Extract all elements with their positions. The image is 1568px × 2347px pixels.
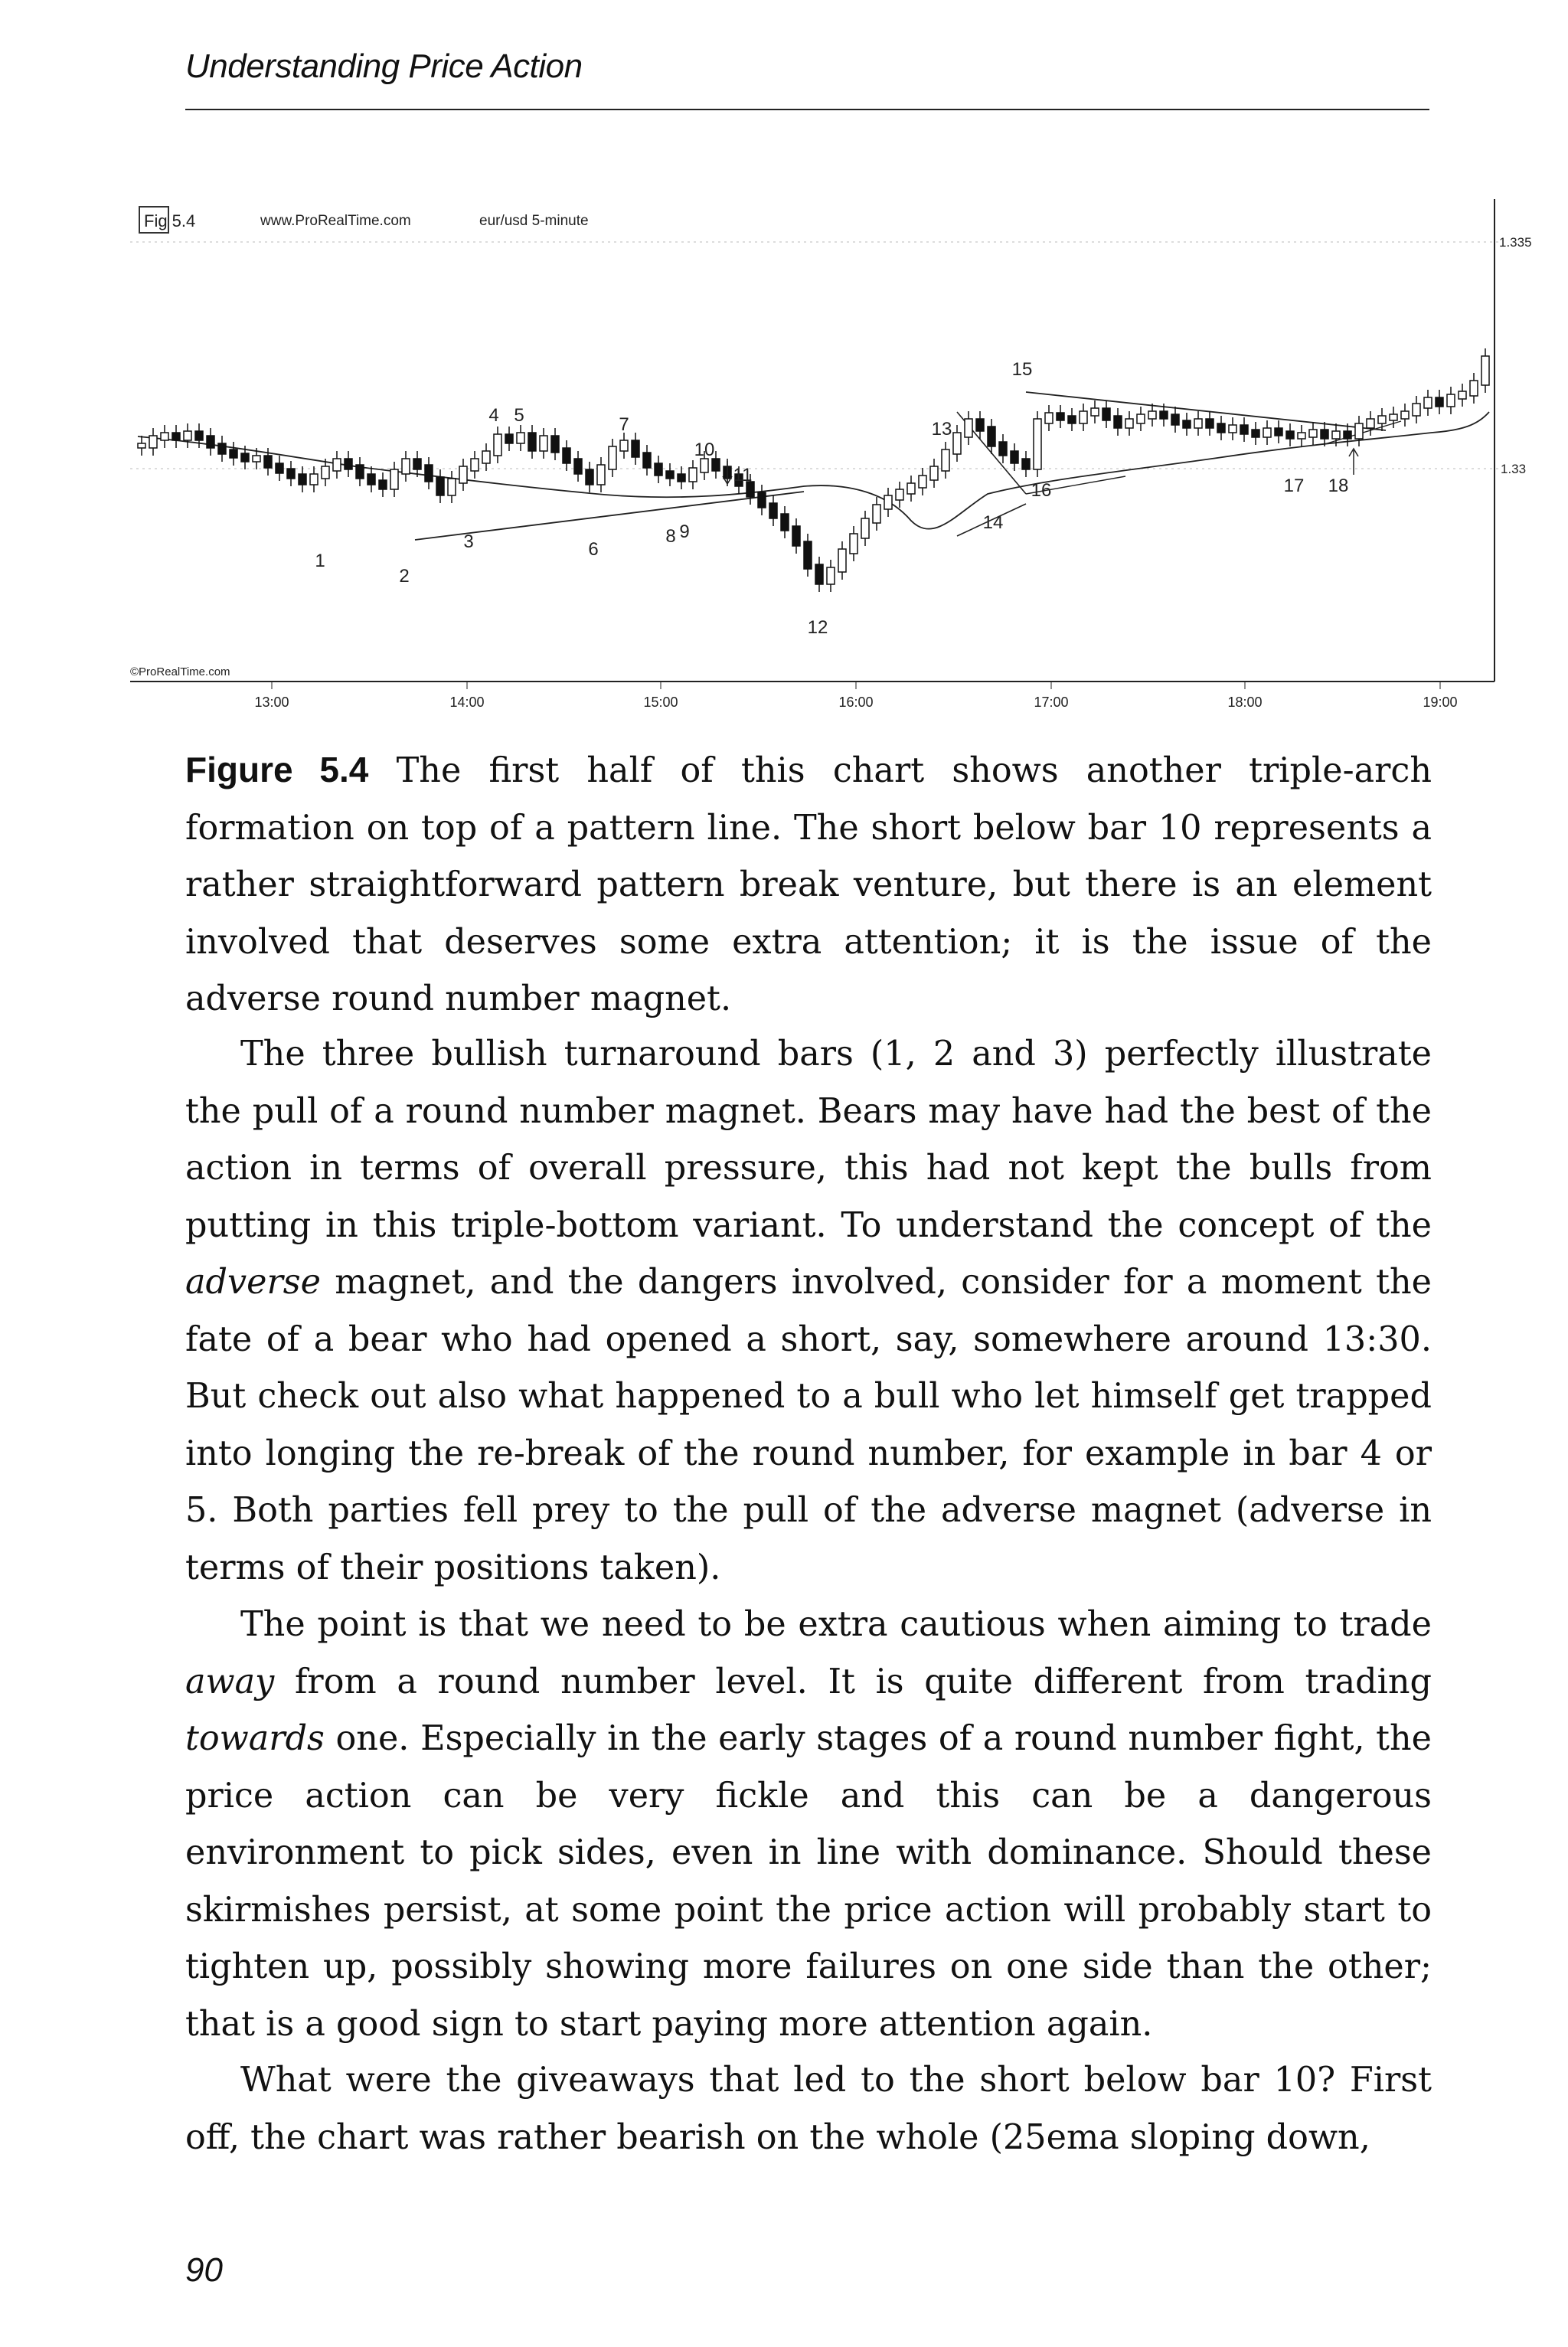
candle-body-bullish bbox=[1125, 419, 1133, 428]
time-label-1800: 18:00 bbox=[1227, 695, 1263, 710]
candle-body-bearish bbox=[1286, 431, 1294, 439]
candle-body-bullish bbox=[402, 459, 410, 474]
candle-body-bullish bbox=[494, 434, 501, 456]
time-label-1600: 16:00 bbox=[838, 695, 874, 710]
paragraph-2-emphasis-towards: towards bbox=[185, 1719, 325, 1758]
paragraph-1 bbox=[185, 1026, 1432, 1597]
candle-body-bullish bbox=[540, 436, 547, 451]
candle-body-bearish bbox=[425, 465, 433, 482]
candlestick-chart bbox=[130, 191, 1532, 712]
bar-label-11: 11 bbox=[733, 465, 753, 485]
candle-body-bearish bbox=[804, 541, 812, 569]
candle-body-bearish bbox=[551, 436, 559, 453]
figure-caption-label: Figure 5.4 bbox=[185, 750, 369, 789]
candle-body-bullish bbox=[1470, 381, 1478, 396]
candle-body-bearish bbox=[988, 427, 995, 446]
candle-body-bearish bbox=[379, 480, 387, 489]
candle-body-bearish bbox=[1240, 425, 1248, 434]
candle-body-bearish bbox=[1321, 430, 1328, 439]
bar-label-6: 6 bbox=[588, 539, 599, 560]
price-label-133: 1.33 bbox=[1501, 462, 1527, 476]
fig-box-label: Fig 5.4 bbox=[144, 211, 196, 230]
time-label-1700: 17:00 bbox=[1034, 695, 1069, 710]
candle-body-bearish bbox=[678, 474, 685, 482]
candle-body-bullish bbox=[884, 495, 892, 509]
paragraph-2 bbox=[185, 1597, 1432, 2053]
candle-body-bullish bbox=[1263, 428, 1271, 437]
candle-body-bullish bbox=[689, 468, 697, 482]
running-head: Understanding Price Action bbox=[185, 47, 583, 85]
candle-body-bearish bbox=[528, 433, 536, 451]
candle-body-bullish bbox=[620, 440, 628, 451]
paragraph-2-text-a: The point is that we need to be extra cautious when aiming to trade bbox=[240, 1605, 1432, 1644]
candle-body-bullish bbox=[609, 446, 616, 469]
candle-body-bearish bbox=[781, 514, 789, 531]
candle-body-bullish bbox=[161, 433, 168, 440]
candle-body-bullish bbox=[1401, 411, 1409, 419]
bar-label-9: 9 bbox=[679, 521, 690, 542]
bar-label-4: 4 bbox=[488, 405, 499, 426]
candle-body-bullish bbox=[965, 419, 972, 437]
chart-instrument: eur/usd 5-minute bbox=[479, 213, 589, 229]
time-label-1900: 19:00 bbox=[1423, 695, 1458, 710]
bar-label-13: 13 bbox=[931, 419, 952, 440]
candle-body-bearish bbox=[1252, 430, 1259, 437]
candle-body-bearish bbox=[815, 564, 823, 584]
candle-body-bearish bbox=[356, 465, 364, 479]
figure-caption-text: The first half of this chart shows another triple-arch formation on top of a pattern line. The short below bar 10 represents a rather straightforward pattern break venture, but there is an element involved that deserves some extra attention; it is the issue of the adverse round number magnet. bbox=[185, 751, 1432, 1018]
candle-body-bullish bbox=[1045, 413, 1053, 423]
candle-body-bearish bbox=[1068, 416, 1076, 423]
candle-body-bullish bbox=[1332, 431, 1340, 439]
candle-body-bullish bbox=[1091, 408, 1099, 416]
candle-body-bearish bbox=[1114, 416, 1122, 428]
candle-body-bullish bbox=[896, 489, 903, 500]
candle-body-bearish bbox=[574, 459, 582, 474]
bar-label-16: 16 bbox=[1031, 480, 1052, 501]
candle-body-bearish bbox=[195, 431, 203, 440]
candle-body-bullish bbox=[1481, 356, 1489, 385]
bar-label-1: 1 bbox=[315, 551, 325, 571]
candle-body-bullish bbox=[459, 466, 467, 483]
candle-body-bullish bbox=[850, 534, 858, 554]
candle-body-bearish bbox=[1171, 414, 1179, 425]
header-rule bbox=[185, 109, 1429, 110]
candle-body-bullish bbox=[390, 469, 398, 489]
candle-body-bullish bbox=[873, 505, 880, 523]
candle-body-bearish bbox=[287, 469, 295, 479]
bar-label-2: 2 bbox=[399, 566, 410, 587]
candle-body-bearish bbox=[712, 459, 720, 471]
candle-body-bullish bbox=[253, 456, 260, 462]
candle-body-bullish bbox=[138, 443, 145, 448]
candle-body-bullish bbox=[1148, 411, 1156, 419]
candle-body-bearish bbox=[1206, 419, 1214, 428]
time-label-1400: 14:00 bbox=[449, 695, 485, 710]
candle-body-bullish bbox=[1080, 411, 1087, 423]
candle-body-bearish bbox=[1183, 420, 1191, 428]
candle-body-bullish bbox=[1424, 397, 1432, 408]
candle-body-bullish bbox=[333, 459, 341, 471]
chart-source: www.ProRealTime.com bbox=[260, 213, 411, 229]
figure-chart bbox=[130, 191, 1532, 712]
candle-body-bearish bbox=[368, 474, 375, 485]
price-label-1335: 1.335 bbox=[1499, 235, 1532, 250]
candle-body-bearish bbox=[643, 453, 651, 468]
candle-body-bearish bbox=[666, 471, 674, 479]
candle-body-bullish bbox=[1034, 419, 1041, 469]
candle-body-bullish bbox=[827, 567, 835, 584]
bar-label-5: 5 bbox=[514, 405, 524, 426]
candle-body-bearish bbox=[999, 442, 1007, 456]
candle-body-bearish bbox=[276, 463, 283, 473]
candle-body-bearish bbox=[436, 477, 444, 495]
bar-label-17: 17 bbox=[1283, 476, 1305, 496]
candle-body-bullish bbox=[1378, 416, 1386, 423]
candle-body-bullish bbox=[907, 483, 915, 494]
time-label-1500: 15:00 bbox=[643, 695, 678, 710]
bar-label-8: 8 bbox=[665, 526, 676, 547]
candle-body-bearish bbox=[218, 443, 226, 454]
candle-body-bullish bbox=[448, 479, 456, 495]
candle-body-bearish bbox=[976, 419, 984, 431]
candle-body-bullish bbox=[930, 466, 938, 480]
candle-body-bullish bbox=[471, 459, 479, 471]
candle-body-bullish bbox=[322, 466, 329, 479]
candle-body-bullish bbox=[517, 433, 524, 443]
candle-body-bullish bbox=[149, 436, 157, 448]
watermark: ©ProRealTime.com bbox=[130, 665, 230, 678]
bar-label-12: 12 bbox=[807, 617, 828, 638]
candle-body-bullish bbox=[861, 518, 869, 538]
candle-body-bearish bbox=[563, 448, 570, 463]
candle-body-bearish bbox=[1057, 413, 1064, 420]
candle-body-bearish bbox=[1022, 459, 1030, 469]
candle-body-bearish bbox=[1344, 431, 1351, 439]
candle-body-bearish bbox=[1217, 423, 1225, 433]
page-number: 90 bbox=[185, 2251, 223, 2289]
candle-body-bullish bbox=[942, 449, 949, 471]
candle-body-bullish bbox=[1413, 404, 1420, 416]
paragraph-2-text-e: one. Especially in the early stages of a round number fight, the price action can be very fickle and this can be a dangerous environment to pick sides, even in line with dominance. Should these skirmishes persist, at some point the price action will probably start to tighten up, possibly showing more failures on one side than the other; that is a good sign to start paying more attention again. bbox=[185, 1719, 1432, 2044]
figure-caption bbox=[185, 741, 1432, 1028]
candle-body-bullish bbox=[310, 474, 318, 485]
paragraph-1-emphasis: adverse bbox=[185, 1263, 321, 1302]
paragraph-1-text-a: The three bullish turnaround bars (1, 2 and 3) perfectly illustrate the pull of a round number magnet. Bears may have had the best of the action in terms of overall pressure, this had not kept the bulls from putting in this triple-bottom variant. To understand the concept of the bbox=[185, 1035, 1432, 1245]
candle-body-bullish bbox=[953, 433, 961, 454]
bar-label-3: 3 bbox=[463, 531, 474, 552]
candle-body-bearish bbox=[172, 433, 180, 440]
candle-body-bearish bbox=[230, 449, 237, 458]
candle-body-bullish bbox=[919, 476, 926, 488]
candle-body-bearish bbox=[207, 436, 214, 448]
bar-label-7: 7 bbox=[619, 414, 629, 435]
paragraph-2-emphasis-away: away bbox=[185, 1662, 275, 1701]
candle-body-bearish bbox=[1160, 411, 1168, 419]
candle-body-bearish bbox=[264, 456, 272, 468]
bar-label-14: 14 bbox=[982, 512, 1004, 533]
candle-body-bullish bbox=[1459, 391, 1466, 399]
candle-body-bearish bbox=[1102, 408, 1110, 420]
candle-body-bullish bbox=[597, 465, 605, 485]
candle-body-bullish bbox=[701, 459, 708, 472]
candle-body-bullish bbox=[1367, 419, 1374, 428]
candle-body-bullish bbox=[1137, 414, 1145, 423]
paragraph-2-text-c: from a round number level. It is quite different from trading bbox=[274, 1662, 1432, 1701]
bar-label-15: 15 bbox=[1011, 359, 1033, 380]
candle-body-bullish bbox=[1298, 433, 1305, 439]
bar-label-18: 18 bbox=[1328, 476, 1349, 496]
candle-body-bearish bbox=[769, 503, 777, 518]
candle-body-bearish bbox=[655, 463, 662, 476]
candle-body-bullish bbox=[1194, 419, 1202, 428]
candle-body-bearish bbox=[1436, 397, 1443, 407]
candle-body-bearish bbox=[632, 440, 639, 457]
candle-body-bearish bbox=[345, 459, 352, 469]
paragraph-1-text-c: magnet, and the dangers involved, consider for a moment the fate of a bear who had opened a short, say, somewhere around 13:30. But check out also what happened to a bull who let himself get trapped into longing the re-break of the round number, for example in bar 4 or 5. Both parties fell prey to the pull of the adverse magnet (adverse in terms of their positions taken). bbox=[185, 1263, 1432, 1587]
candle-body-bullish bbox=[838, 549, 846, 572]
candle-body-bullish bbox=[184, 431, 191, 440]
bar-label-10: 10 bbox=[694, 440, 715, 460]
candle-body-bullish bbox=[1447, 394, 1455, 407]
candle-body-bullish bbox=[1309, 430, 1317, 437]
candle-body-bearish bbox=[1011, 451, 1018, 463]
time-label-1300: 13:00 bbox=[254, 695, 289, 710]
candle-body-bearish bbox=[1275, 428, 1282, 436]
paragraph-3: What were the giveaways that led to the short below bar 10? First off, the chart was rather bearish on the whole (25ema sloping down, bbox=[185, 2061, 1432, 2157]
candle-body-bullish bbox=[1355, 423, 1363, 439]
candle-body-bearish bbox=[505, 434, 513, 443]
candle-body-bullish bbox=[1229, 425, 1236, 433]
candle-body-bearish bbox=[758, 492, 766, 508]
candle-body-bullish bbox=[1390, 414, 1397, 420]
candle-body-bearish bbox=[586, 469, 593, 485]
candle-body-bearish bbox=[299, 474, 306, 485]
candle-body-bearish bbox=[241, 453, 249, 462]
candle-body-bearish bbox=[792, 526, 800, 546]
candle-body-bearish bbox=[413, 459, 421, 469]
candle-body-bullish bbox=[482, 451, 490, 463]
candles-group bbox=[138, 348, 1489, 592]
